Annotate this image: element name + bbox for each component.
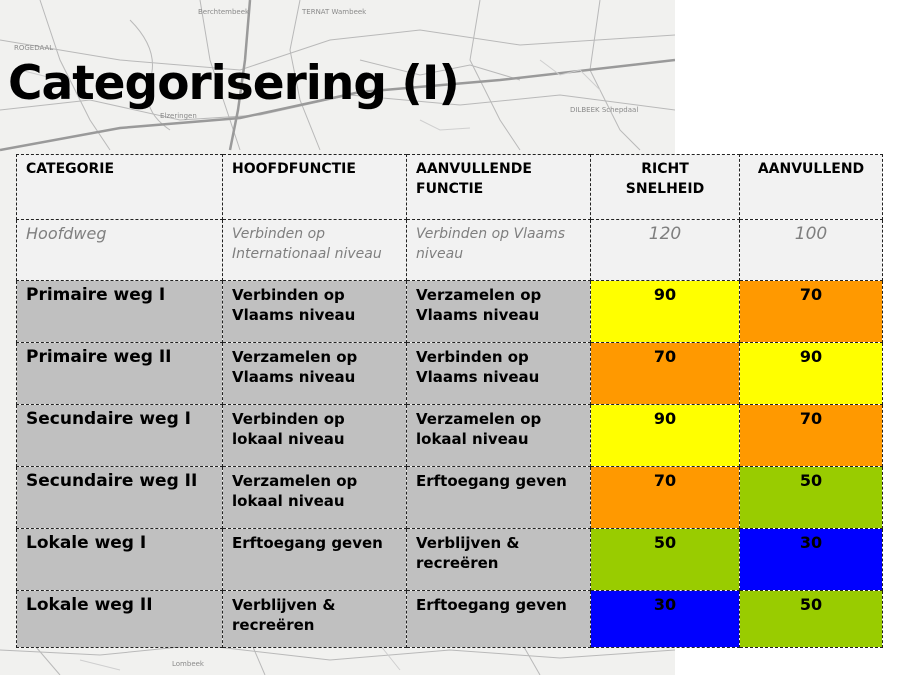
- extra-speed-cell: 50: [740, 591, 883, 648]
- extra-function-cell: Verbinden op Vlaams niveau: [407, 343, 591, 405]
- category-cell: Primaire weg I: [17, 281, 223, 343]
- header-speed: RICHT SNELHEID: [591, 155, 740, 220]
- main-function-cell: Verblijven & recreëren: [223, 591, 407, 648]
- categorization-table: [16, 154, 883, 648]
- speed-cell: 120: [591, 220, 740, 281]
- speed-cell: 70: [591, 343, 740, 405]
- main-function-cell: Verzamelen op Vlaams niveau: [223, 343, 407, 405]
- extra-function-cell: Verzamelen op lokaal niveau: [407, 405, 591, 467]
- extra-speed-cell: 30: [740, 529, 883, 591]
- header-main-function: HOOFDFUNCTIE: [223, 155, 407, 220]
- extra-speed-cell: 70: [740, 281, 883, 343]
- reference-row: [17, 220, 883, 281]
- extra-function-cell: Verzamelen op Vlaams niveau: [407, 281, 591, 343]
- speed-cell: 70: [591, 467, 740, 529]
- map-label: Berchtembeek: [198, 8, 250, 16]
- extra-function-cell: Verbinden op Vlaams niveau: [407, 220, 591, 281]
- header-category: CATEGORIE: [17, 155, 223, 220]
- table-row: [17, 343, 883, 405]
- extra-speed-cell: 70: [740, 405, 883, 467]
- map-label: Elzeringen: [160, 112, 197, 120]
- extra-function-cell: Erftoegang geven: [407, 591, 591, 648]
- slide-title: Categorisering (I): [8, 56, 459, 111]
- header-extra-speed: AANVULLEND: [740, 155, 883, 220]
- main-function-cell: Verbinden op lokaal niveau: [223, 405, 407, 467]
- extra-function-cell: Erftoegang geven: [407, 467, 591, 529]
- category-cell: Secundaire weg II: [17, 467, 223, 529]
- table-row: [17, 281, 883, 343]
- main-function-cell: Verbinden op Internationaal niveau: [223, 220, 407, 281]
- speed-cell: 50: [591, 529, 740, 591]
- category-cell: Lokale weg II: [17, 591, 223, 648]
- extra-speed-cell: 90: [740, 343, 883, 405]
- map-label: TERNAT Wambeek: [302, 8, 367, 16]
- speed-cell: 90: [591, 405, 740, 467]
- main-function-cell: Verzamelen op lokaal niveau: [223, 467, 407, 529]
- speed-cell: 30: [591, 591, 740, 648]
- table-row: [17, 529, 883, 591]
- map-label: DILBEEK Schepdaal: [570, 106, 639, 114]
- map-label: ROGEDAAL: [14, 44, 54, 52]
- table-row: [17, 405, 883, 467]
- extra-speed-cell: 100: [740, 220, 883, 281]
- main-function-cell: Verbinden op Vlaams niveau: [223, 281, 407, 343]
- table-row: [17, 591, 883, 648]
- category-cell: Lokale weg I: [17, 529, 223, 591]
- table-row: [17, 467, 883, 529]
- extra-speed-cell: 50: [740, 467, 883, 529]
- table-header-row: [17, 155, 883, 220]
- main-function-cell: Erftoegang geven: [223, 529, 407, 591]
- speed-cell: 90: [591, 281, 740, 343]
- map-label: Lombeek: [172, 660, 204, 668]
- header-extra-function: AANVULLENDE FUNCTIE: [407, 155, 591, 220]
- category-cell: Primaire weg II: [17, 343, 223, 405]
- category-cell: Secundaire weg I: [17, 405, 223, 467]
- extra-function-cell: Verblijven & recreëren: [407, 529, 591, 591]
- category-cell: Hoofdweg: [17, 220, 223, 281]
